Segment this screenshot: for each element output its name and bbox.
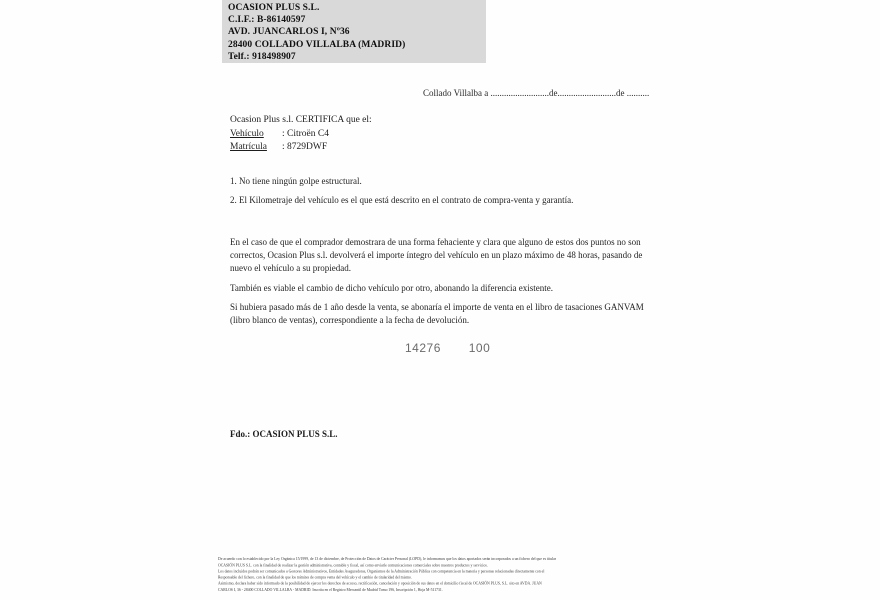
date-line: Collado Villalba a ..........................de..........................de .......... [423, 88, 650, 98]
legal-fine-print [218, 556, 651, 593]
company-city: 28400 COLLADO VILLALBA (MADRID) [228, 39, 406, 50]
legal-line-1: De acuerdo con lo establecido por la Ley Orgánica 15/1999, de 13 de diciembre, de Protección de Datos de Carácter Personal (LOPD), le informamos que los datos aportados serán incorporados a un fichero del que es titular [218, 556, 557, 562]
vehicle-value: : Citroën C4 [282, 128, 329, 139]
company-address: AVD. JUANCARLOS I, Nº36 [228, 27, 350, 38]
company-name: OCASION PLUS S.L. [228, 3, 320, 13]
paragraph-ganvam-valuation: Si hubiera pasado más de 1 año desde la venta, se abonaría el importe de venta en el libro de tasaciones GANVAM (libro blanco de ventas), correspondiente a la fecha de devolución. [230, 302, 644, 325]
secondary-number: 100 [468, 341, 491, 355]
certify-intro: Ocasion Plus s.l. CERTIFICA que el: [230, 115, 372, 125]
legal-line-2: OCASIÓN PLUS S.L. con la finalidad de realizar la gestión administrativa, contable y fiscal, así como enviarle comunicaciones comerciales sobre nuestros productos y servicios. [218, 562, 488, 568]
company-phone: Telf.: 918498907 [228, 51, 296, 62]
letterhead-block [222, 0, 486, 63]
paragraph-exchange-option: También es viable el cambio de dicho vehículo por otro, abonando la diferencia existente. [230, 283, 554, 293]
vehicle-label: Vehículo [230, 128, 264, 139]
mileage-number: 14276 [405, 341, 441, 355]
legal-line-6: CARLOS I, 36 - 28400 COLLADO VILLALBA - MADRID. Inscrita en el Registro Mercantil de Madrid Tomo 196, Inscripción 1, Hoja M-511731. [218, 587, 443, 592]
vehicle-row [230, 128, 372, 142]
legal-line-4: Responsable del fichero, con la finalidad de que los trámites de compra venta del vehículo y el cambio de titularidad del mismo. [218, 575, 412, 580]
legal-line-3: Los datos incluidos podrán ser comunicados a Gestores Administrativos, Entidades Aseguradoras, Organismos de la Administración Pública con competencia en la materia y personas relacionadas directamente con el [218, 569, 545, 574]
plate-label: Matrícula [230, 142, 267, 152]
paragraph-refund-terms: En el caso de que el comprador demostrara de una forma fehaciente y clara que alguno de estos dos puntos no son correctos, Ocasion Plus s.l. devolverá el importe íntegro del vehículo en un plazo máximo de 48 horas, pasando de nuevo el vehículo a su propiedad. [230, 237, 643, 273]
company-cif: C.I.F.: B-86140597 [228, 15, 306, 26]
certification-point-1: 1. No tiene ningún golpe estructural. [230, 176, 362, 186]
legal-line-5: Asimismo, declara haber sido informado de la posibilidad de ejercer los derechos de acceso, rectificación, cancelación y oposición de sus datos en el domicilio fiscal de OCASIÓN PLUS, S.L. sito en AVDA. JUAN [218, 581, 542, 586]
certification-point-2: 2. El Kilometraje del vehículo es el que está descrito en el contrato de compra-venta y garantía. [230, 195, 574, 205]
signature-line: Fdo.: OCASION PLUS S.L. [230, 429, 338, 439]
plate-value: : 8729DWF [282, 142, 328, 152]
overlay-numbers [405, 341, 490, 355]
plate-row [230, 141, 372, 155]
certification-block [230, 114, 372, 155]
